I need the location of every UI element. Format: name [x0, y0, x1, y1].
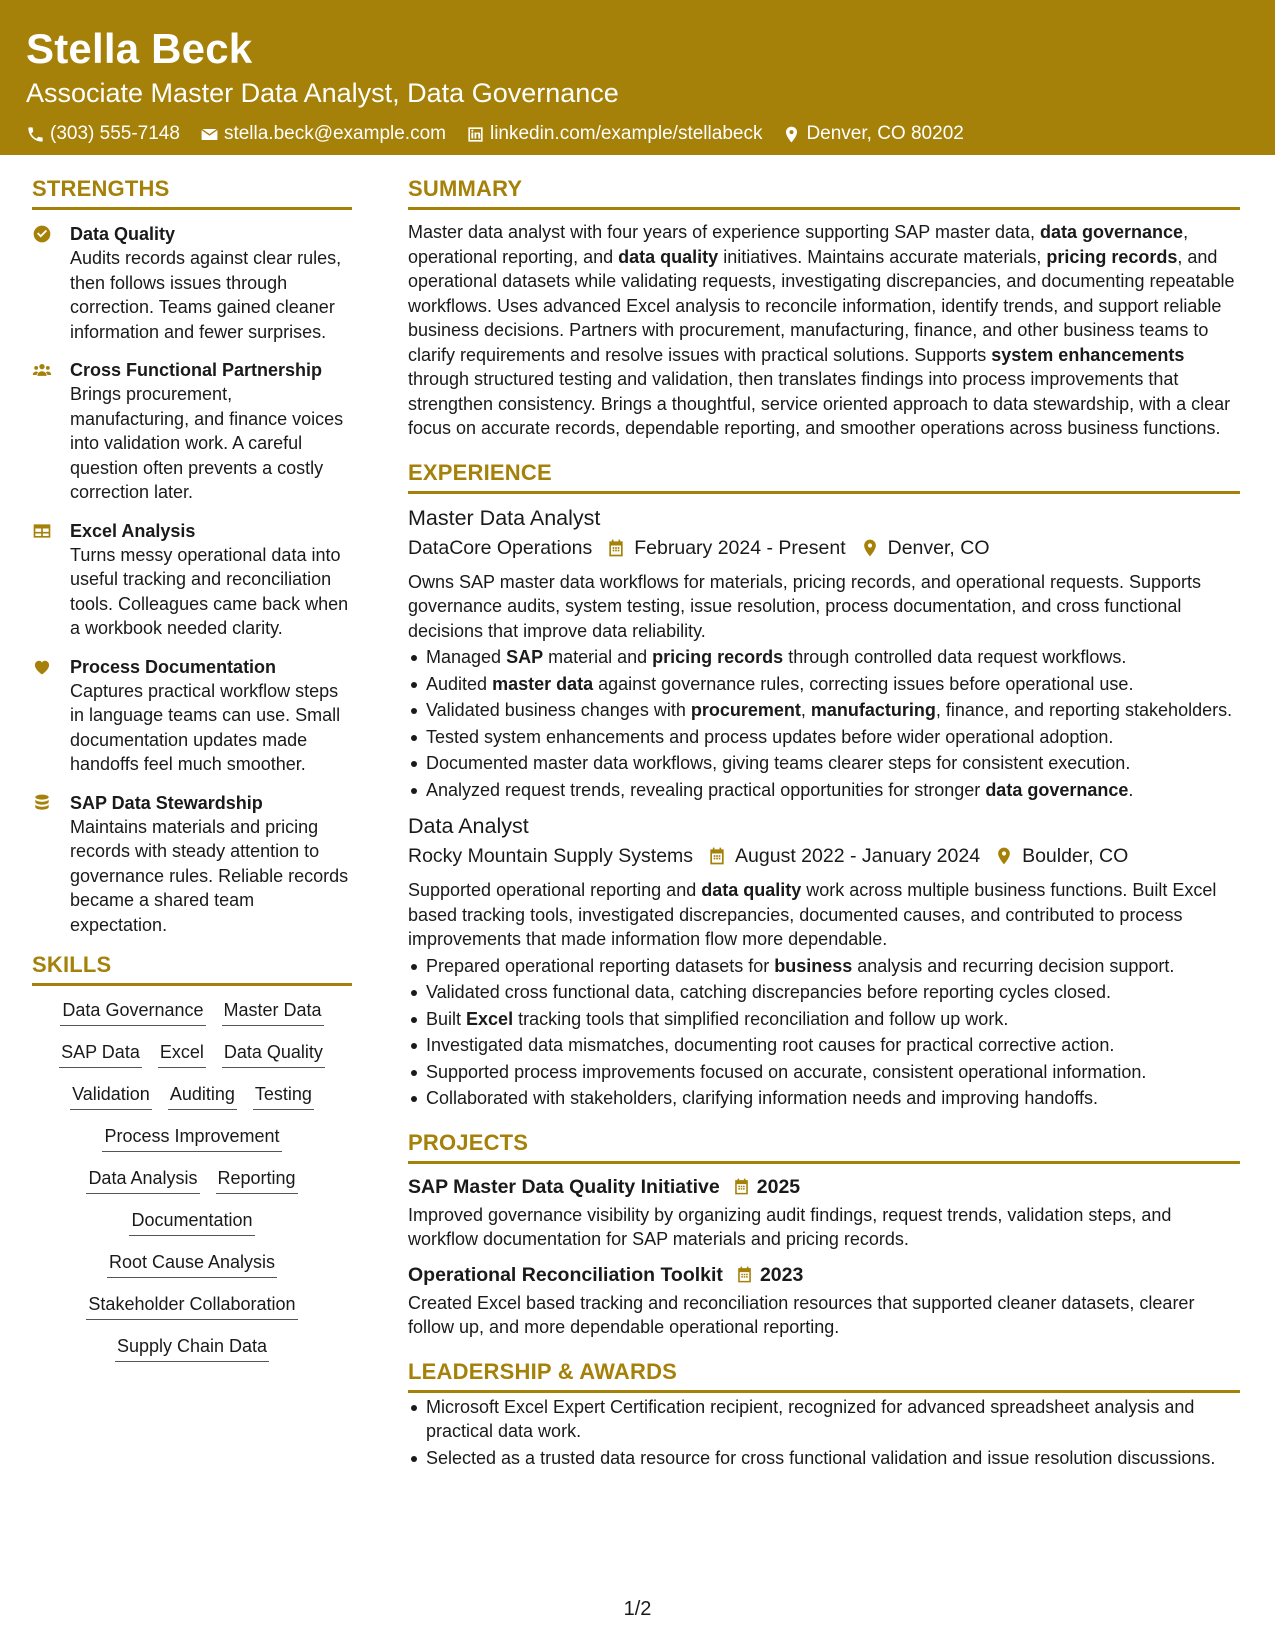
strength-description: Audits records against clear rules, then follows issues through correction. Teams gained cleaner information and fewer surprises.	[70, 248, 342, 342]
job-meta	[408, 842, 1240, 870]
projects-list	[408, 1174, 1240, 1340]
skills-heading: SKILLS	[32, 951, 352, 986]
company-name: Rocky Mountain Supply Systems	[408, 845, 694, 867]
linkedin-text: linkedin.com/example/stellabeck	[489, 123, 763, 144]
skill-tag: Auditing	[168, 1082, 237, 1110]
job-bullet: Validated cross functional data, catching discrepancies before reporting cycles closed.	[408, 980, 1240, 1005]
phone-icon	[26, 125, 45, 144]
email-text: stella.beck@example.com	[223, 123, 446, 144]
check-circle-icon	[32, 224, 52, 244]
skill-row	[70, 1082, 314, 1110]
database-icon	[32, 793, 52, 813]
skill-tag: Master Data	[222, 998, 324, 1026]
project-title: Operational Reconciliation Toolkit	[408, 1263, 723, 1286]
job-bullets	[408, 954, 1240, 1111]
job-entry	[408, 812, 1240, 1111]
skill-row	[107, 1250, 277, 1278]
heart-icon	[32, 657, 52, 677]
project-description: Improved governance visibility by organizing audit findings, request trends, validation steps, and workflow documentation for SAP materials and pricing records.	[408, 1204, 1172, 1249]
skills-list	[32, 998, 352, 1376]
job-bullet: Collaborated with stakeholders, clarifying information needs and improving handoffs.	[408, 1086, 1240, 1111]
skill-tag: Excel	[158, 1040, 206, 1068]
phone-text: (303) 555-7148	[50, 123, 180, 144]
contact-email[interactable]	[200, 122, 446, 146]
strength-item	[32, 358, 352, 505]
resume-header	[0, 0, 1275, 155]
projects-section	[408, 1129, 1240, 1340]
skill-row	[86, 1292, 297, 1320]
strength-title: Process Documentation	[70, 656, 277, 677]
project-entry	[408, 1174, 1240, 1252]
skill-tag: Documentation	[129, 1208, 254, 1236]
strength-description: Maintains materials and pricing records with steady attention to governance rules. Reliable records became a shared team expectation.	[70, 816, 349, 935]
skill-tag: Data Analysis	[86, 1166, 199, 1194]
project-header	[408, 1174, 1240, 1200]
table-icon	[32, 521, 52, 541]
linkedin-icon	[466, 125, 485, 144]
leadership-heading: LEADERSHIP & AWARDS	[408, 1358, 1240, 1393]
skill-tag: Validation	[70, 1082, 152, 1110]
strength-item	[32, 222, 352, 344]
strength-title: Data Quality	[70, 224, 176, 244]
skill-tag: Process Improvement	[102, 1124, 281, 1152]
strength-item	[32, 791, 352, 938]
job-meta	[408, 534, 1240, 562]
skill-row	[60, 998, 323, 1026]
jobs-list	[408, 504, 1240, 1111]
strength-item	[32, 655, 352, 777]
experience-heading: EXPERIENCE	[408, 459, 1240, 494]
strength-description: Captures practical workflow steps in language teams can use. Small documentation updates made handoffs feel much smoother.	[70, 680, 341, 774]
job-bullet: Managed SAP material and pricing records through controlled data request workflows.	[408, 645, 1240, 670]
calendar-icon	[735, 1265, 754, 1284]
candidate-name: Stella Beck	[26, 25, 253, 72]
candidate-title: Associate Master Data Analyst, Data Governance	[26, 78, 619, 108]
skill-row	[115, 1334, 269, 1362]
skill-tag: Testing	[253, 1082, 314, 1110]
skill-row	[102, 1124, 281, 1152]
contact-location	[782, 122, 963, 146]
skill-row	[59, 1040, 325, 1068]
strengths-heading: STRENGTHS	[32, 175, 352, 210]
skill-tag: SAP Data	[59, 1040, 142, 1068]
strength-description: Brings procurement, manufacturing, and finance voices into validation work. A careful question often prevents a costly correction later.	[70, 384, 344, 502]
project-header	[408, 1262, 1240, 1288]
job-bullets	[408, 645, 1240, 802]
skill-tag: Stakeholder Collaboration	[86, 1292, 297, 1320]
job-dates: August 2022 - January 2024	[735, 845, 981, 867]
map-pin-icon	[782, 125, 801, 144]
skill-tag: Root Cause Analysis	[107, 1250, 277, 1278]
skill-tag: Reporting	[216, 1166, 298, 1194]
skill-row	[86, 1166, 297, 1194]
contact-bar	[26, 122, 1249, 146]
contact-linkedin[interactable]	[466, 122, 762, 146]
strength-title: Cross Functional Partnership	[70, 360, 323, 380]
map-pin-icon	[860, 538, 880, 558]
projects-heading: PROJECTS	[408, 1129, 1240, 1164]
job-bullet: Built Excel tracking tools that simplified reconciliation and follow up work.	[408, 1007, 1240, 1032]
job-bullet: Tested system enhancements and process updates before wider operational adoption.	[408, 725, 1240, 750]
job-bullet: Supported process improvements focused on accurate, consistent operational information.	[408, 1060, 1240, 1085]
strength-description: Turns messy operational data into useful tracking and reconciliation tools. Colleagues came back when a workbook needed clarity.	[70, 544, 349, 638]
project-entry	[408, 1262, 1240, 1340]
calendar-icon	[606, 538, 626, 558]
job-title: Data Analyst	[408, 814, 529, 838]
skill-tag: Supply Chain Data	[115, 1334, 269, 1362]
job-bullet: Documented master data workflows, giving teams clearer steps for consistent execution.	[408, 751, 1240, 776]
right-column	[408, 175, 1240, 1470]
strengths-list	[32, 222, 352, 937]
strength-item	[32, 519, 352, 641]
left-column	[32, 175, 352, 1376]
calendar-icon	[707, 846, 727, 866]
project-year: 2025	[756, 1175, 801, 1198]
job-title: Master Data Analyst	[408, 505, 601, 530]
envelope-icon	[200, 125, 219, 144]
summary-heading: SUMMARY	[408, 175, 1240, 210]
job-bullet: Investigated data mismatches, documenting root causes for practical corrective action.	[408, 1033, 1240, 1058]
skill-tag: Data Governance	[60, 998, 205, 1026]
job-bullet: Validated business changes with procurement, manufacturing, finance, and reporting stakeholders.	[408, 698, 1240, 723]
skills-section	[32, 951, 352, 1376]
location-text: Denver, CO 80202	[806, 123, 964, 144]
project-year: 2023	[759, 1263, 804, 1286]
company-name: DataCore Operations	[408, 536, 593, 559]
map-pin-icon	[994, 846, 1014, 866]
summary-text: Master data analyst with four years of experience supporting SAP master data, data governance, operational reporting, and data quality initiatives. Maintains accurate materials, pricing records, and operational datasets while validating requests, investigating discrepancies, and documenting repeatable workflows. Uses advanced Excel analysis to reconcile information, identify trends, and support reliable business decisions. Partners with procurement, manufacturing, finance, and other business teams to clarify requirements and resolve issues with practical solutions. Supports system enhancements through structured testing and validation, then translates findings into process improvements that strengthen consistency. Brings a thoughtful, service oriented approach to data stewardship, with a clear focus on accurate records, dependable reporting, and smoother operations across business functions.	[408, 222, 1235, 438]
project-description: Created Excel based tracking and reconciliation resources that supported cleaner datasets, clearer follow up, and more dependable operational reporting.	[408, 1292, 1195, 1337]
job-location: Boulder, CO	[1022, 845, 1129, 867]
job-description: Owns SAP master data workflows for materials, pricing records, and operational requests. Supports governance audits, system testing, issue resolution, process documentation, and cross functional decisions that improve data reliability.	[408, 571, 1202, 641]
contact-phone[interactable]	[26, 122, 180, 146]
experience-section	[408, 459, 1240, 1111]
job-description: Supported operational reporting and data quality work across multiple business functions. Built Excel based tracking tools, investigated discrepancies, documented causes, and contributed to process improvements that made information flow more dependable.	[408, 880, 1217, 949]
job-entry	[408, 504, 1240, 803]
leadership-item: Microsoft Excel Expert Certification recipient, recognized for advanced spreadsheet analysis and practical data work.	[408, 1395, 1240, 1444]
leadership-list	[408, 1395, 1240, 1471]
skill-tag: Data Quality	[222, 1040, 325, 1068]
job-bullet: Audited master data against governance rules, correcting issues before operational use.	[408, 672, 1240, 697]
job-dates: February 2024 - Present	[634, 536, 846, 559]
strength-title: SAP Data Stewardship	[70, 792, 263, 813]
strength-title: Excel Analysis	[70, 520, 196, 541]
skill-row	[129, 1208, 254, 1236]
project-title: SAP Master Data Quality Initiative	[408, 1175, 720, 1198]
job-location: Denver, CO	[887, 536, 990, 559]
calendar-icon	[732, 1177, 751, 1196]
leadership-section	[408, 1358, 1240, 1471]
leadership-item: Selected as a trusted data resource for cross functional validation and issue resolution discussions.	[408, 1446, 1240, 1471]
job-bullet: Analyzed request trends, revealing practical opportunities for stronger data governance.	[408, 778, 1240, 803]
page-number: 1/2	[623, 1598, 652, 1620]
job-bullet: Prepared operational reporting datasets for business analysis and recurring decision support.	[408, 954, 1240, 979]
users-icon	[32, 360, 52, 380]
